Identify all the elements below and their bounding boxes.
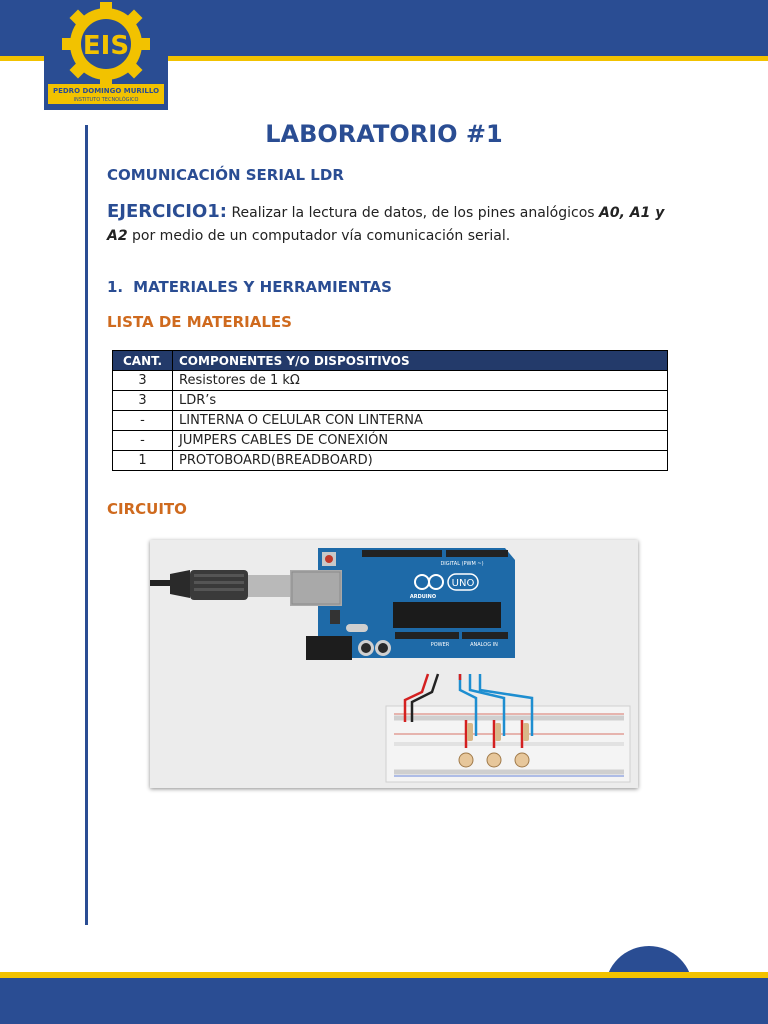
page-subtitle: COMUNICACIÓN SERIAL LDR [107,166,344,184]
breadboard [386,706,630,782]
circuit-diagram [150,540,638,788]
table-header-row [113,351,668,371]
arduino-uno-board [290,548,515,660]
footer-band [0,978,768,1024]
materials-table [112,350,668,471]
table-cell-component: JUMPERS CABLES DE CONEXIÓN [173,431,668,451]
table-row [113,431,668,451]
table-row [113,451,668,471]
table-header-quantity: CANT. [113,351,173,371]
table-cell-component: PROTOBOARD(BREADBOARD) [173,451,668,471]
usb-cable [150,570,292,600]
board-brand: ARDUINO [409,594,437,600]
digital-label: DIGITAL (PWM ~) [440,561,484,567]
exercise-text-2: por medio de un computador vía comunicación serial. [127,228,511,244]
exercise-pins: A0, A1 y A2 [107,205,665,244]
analog-label: ANALOG IN [470,642,498,648]
table-row [113,371,668,391]
exercise-label: EJERCICIO1: [107,201,227,222]
ldr-sensors [459,753,529,767]
table-row [113,411,668,431]
table-cell-component: LINTERNA O CELULAR CON LINTERNA [173,411,668,431]
table-cell-quantity: 3 [113,371,173,391]
table-cell-quantity: 1 [113,451,173,471]
exercise-statement [107,200,687,248]
table-header-component: COMPONENTES Y/O DISPOSITIVOS [173,351,668,371]
table-cell-quantity: - [113,431,173,451]
section-title: MATERIALES Y HERRAMIENTAS [133,278,392,296]
table-cell-component: Resistores de 1 kΩ [173,371,668,391]
board-model: UNO [451,578,475,589]
institute-logo [44,0,168,110]
table-cell-quantity: 3 [113,391,173,411]
margin-rule [85,125,88,925]
materials-heading: LISTA DE MATERIALES [107,313,292,331]
logo-text: EIS [82,31,130,61]
table-cell-quantity: - [113,411,173,431]
power-label: POWER [430,642,450,648]
exercise-text-1: Realizar la lectura de datos, de los pines analógicos [227,205,600,221]
logo-caption: PEDRO DOMINGO MURILLO [52,87,160,95]
circuit-heading: CIRCUITO [107,500,187,518]
table-cell-component: LDR’s [173,391,668,411]
table-row [113,391,668,411]
section-number: 1. [107,278,124,296]
logo-subcaption: INSTITUTO TECNOLÓGICO [73,97,139,103]
page-title: LABORATORIO #1 [265,120,503,148]
section-heading [107,278,392,296]
